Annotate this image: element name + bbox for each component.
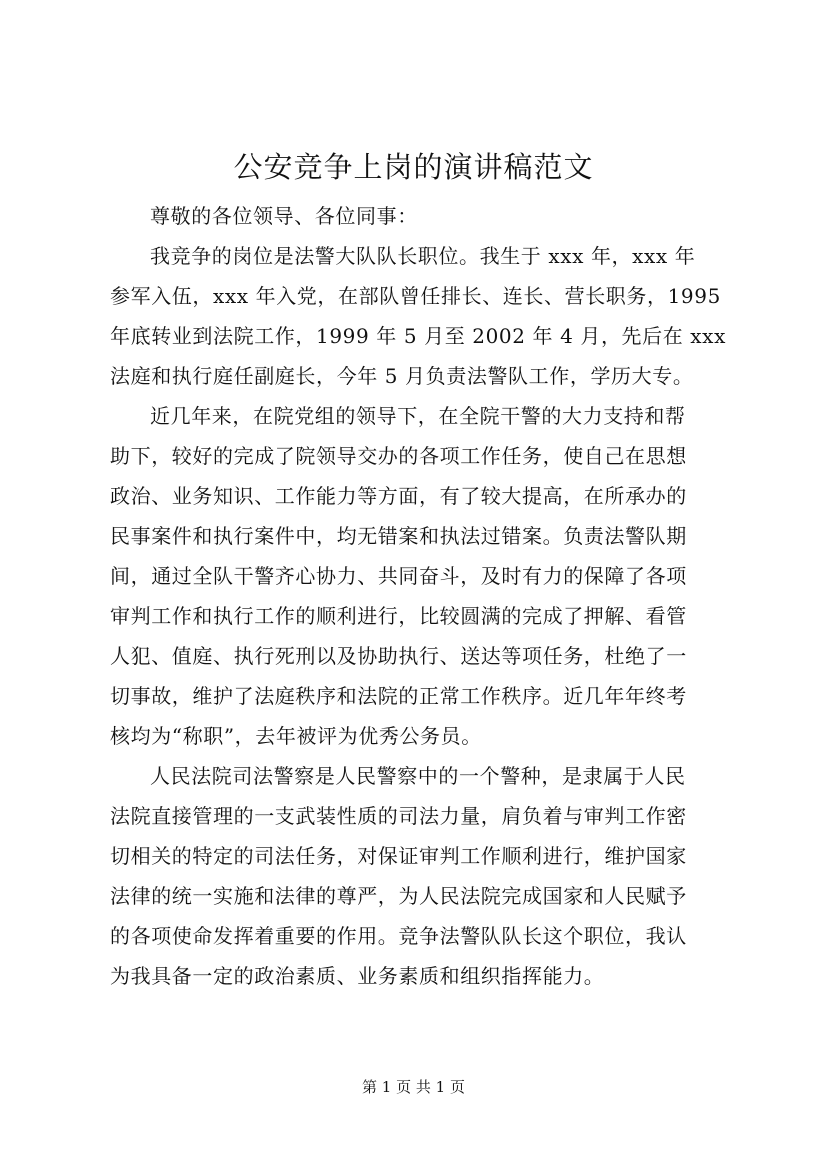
paragraph-3-line-6: 为我具备一定的政治素质、业务素质和组织指挥能力。 xyxy=(110,964,605,988)
paragraph-2-line-7: 人犯、值庭、执行死刑以及协助执行、送达等项任务，杜绝了一 xyxy=(110,644,687,668)
paragraph-3-line-1: 人民法院司法警察是人民警察中的一个警种，是隶属于人民 xyxy=(150,764,686,788)
paragraph-1-line-1: 我竞争的岗位是法警大队队长职位。我生于 xxx 年，xxx 年 xyxy=(150,244,696,268)
document-body xyxy=(110,196,750,996)
paragraph-3-line-5: 的各项使命发挥着重要的作用。竞争法警队队长这个职位，我认 xyxy=(110,924,687,948)
salutation-line: 尊敬的各位领导、各位同事： xyxy=(150,204,418,228)
document-title: 公安竞争上岗的演讲稿范文 xyxy=(233,150,594,184)
paragraph-2-line-9: 核均为“称职”，去年被评为优秀公务员。 xyxy=(110,724,482,748)
paragraph-1-line-3: 年底转业到法院工作，1999 年 5 月至 2002 年 4 月，先后在 xxx xyxy=(110,324,726,348)
paragraph-3-line-3: 切相关的特定的司法任务，对保证审判工作顺利进行，维护国家 xyxy=(110,844,687,868)
paragraph-3-line-4: 法律的统一实施和法律的尊严，为人民法院完成国家和人民赋予 xyxy=(110,884,687,908)
paragraph-2-line-4: 民事案件和执行案件中，均无错案和执法过错案。负责法警队期 xyxy=(110,524,687,548)
paragraph-3-line-2: 法院直接管理的一支武装性质的司法力量，肩负着与审判工作密 xyxy=(110,804,687,828)
page-number-footer: 第 1 页 共 1 页 xyxy=(362,1078,465,1096)
paragraph-2-line-8: 切事故，维护了法庭秩序和法院的正常工作秩序。近几年年终考 xyxy=(110,684,687,708)
paragraph-2-line-6: 审判工作和执行工作的顺利进行，比较圆满的完成了押解、看管 xyxy=(110,604,687,628)
paragraph-1-line-2: 参军入伍，xxx 年入党，在部队曾任排长、连长、营长职务，1995 xyxy=(110,284,721,308)
paragraph-2-line-3: 政治、业务知识、工作能力等方面，有了较大提高，在所承办的 xyxy=(110,484,687,508)
paragraph-2-line-2: 助下，较好的完成了院领导交办的各项工作任务，使自己在思想 xyxy=(110,444,687,468)
paragraph-2-line-1: 近几年来，在院党组的领导下，在全院干警的大力支持和帮 xyxy=(150,404,686,428)
paragraph-2-line-5: 间，通过全队干警齐心协力、共同奋斗，及时有力的保障了各项 xyxy=(110,564,687,588)
paragraph-1-line-4: 法庭和执行庭任副庭长，今年 5 月负责法警队工作，学历大专。 xyxy=(110,364,694,388)
